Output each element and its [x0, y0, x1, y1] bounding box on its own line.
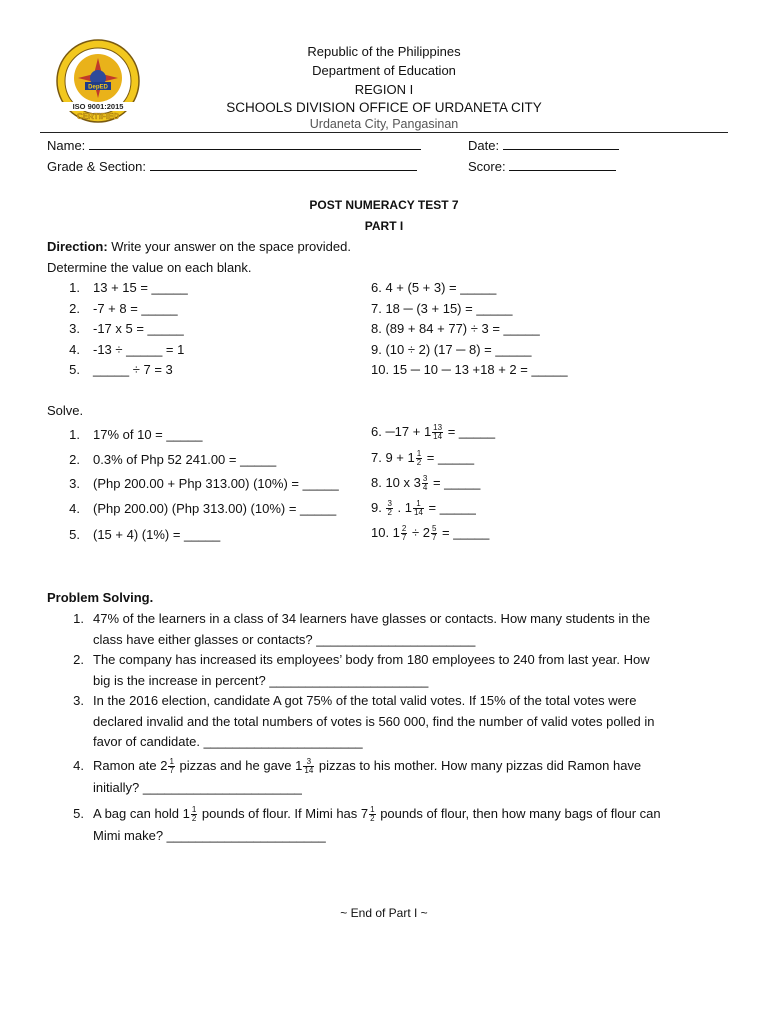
item-number: 5.: [73, 806, 84, 821]
solve-item-10: [371, 525, 489, 542]
problem-5-line-2: Mimi make? ______________________: [93, 828, 326, 843]
solve-item-7-a: 7. 9 + 1: [371, 450, 415, 465]
direction-label: Direction:: [47, 239, 108, 254]
part-a-item-10: 10. 15 ─ 10 ─ 13 +18 + 2 = _____: [371, 362, 568, 377]
name-field[interactable]: [47, 137, 421, 153]
solve-label: Solve.: [47, 403, 84, 418]
fraction: [191, 806, 197, 823]
problem-1-line-2: class have either glasses or contacts? ______________________: [93, 631, 476, 647]
denominator: 7: [169, 766, 174, 776]
denominator: 7: [401, 533, 407, 543]
end-of-part-footer: ~ End of Part I ~: [340, 906, 428, 920]
denominator: 14: [414, 508, 423, 518]
grade-section-field[interactable]: [47, 158, 417, 174]
item-number: 4.: [69, 501, 80, 516]
denominator: 4: [422, 483, 428, 493]
denominator: 2: [416, 458, 422, 468]
fraction: [386, 500, 392, 517]
fraction: [401, 525, 407, 542]
item-number: 2.: [73, 652, 84, 667]
solve-item-3: (Php 200.00 + Php 313.00) (10%) = _____: [93, 476, 339, 491]
item-number: 1.: [69, 280, 80, 295]
problem-4: [93, 754, 733, 798]
solve-item-9: [371, 500, 476, 517]
name-label: Name:: [47, 138, 86, 153]
problem-4-text-b: pizzas and he gave 1: [175, 758, 303, 773]
numerator: 1: [416, 449, 422, 459]
numerator: 3: [387, 499, 392, 509]
solve-item-6: [371, 424, 495, 441]
grade-section-label: Grade & Section:: [47, 159, 146, 174]
fraction: [431, 525, 437, 542]
solve-item-8-a: 8. 10 x 3: [371, 475, 421, 490]
problem-2: [93, 650, 733, 691]
item-number: 3.: [69, 321, 80, 336]
problem-5-text-a: A bag can hold 1: [93, 806, 190, 821]
problem-5-line-1: [93, 802, 733, 826]
problem-2-line-2: big is the increase in percent? ______________________: [93, 672, 429, 688]
item-number: 1.: [73, 611, 84, 626]
solve-item-6-b: = _____: [444, 424, 496, 439]
problem-2-line-1: The company has increased its employees’ body from 180 employees to 240 from last year. How: [93, 652, 650, 667]
problem-5-text-b: pounds of flour. If Mimi has 7: [198, 806, 369, 821]
date-field[interactable]: [468, 137, 619, 153]
solve-item-9-m: . 1: [393, 500, 412, 515]
problem-3-line-1: In the 2016 election, candidate A got 75% of the total valid votes. If 15% of the total votes were: [93, 693, 637, 708]
solve-item-5: (15 + 4) (1%) = _____: [93, 527, 221, 542]
denominator: 2: [387, 508, 392, 518]
solve-item-10-a: 10. 1: [371, 525, 400, 540]
solve-item-10-b: = _____: [438, 525, 490, 540]
solve-item-7: [371, 450, 474, 467]
solve-item-6-a: 6. ─17 + 1: [371, 424, 432, 439]
denominator: 14: [304, 766, 314, 776]
name-blank[interactable]: [89, 137, 421, 150]
item-number: 5.: [69, 362, 80, 377]
item-number: 3.: [69, 476, 80, 491]
part-a-item-5: _____ ÷ 7 = 3: [93, 362, 173, 377]
problem-5: [93, 802, 733, 846]
part-a-item-8: 8. (89 + 84 + 77) ÷ 3 = _____: [371, 321, 540, 336]
part-a-item-7: 7. 18 ─ (3 + 15) = _____: [371, 301, 513, 316]
score-label: Score:: [468, 159, 506, 174]
numerator: 3: [303, 758, 314, 767]
direction: [47, 239, 351, 254]
part-a-item-4: -13 ÷ _____ = 1: [93, 342, 185, 357]
header-republic: Republic of the Philippines: [307, 44, 461, 59]
direction-text: Write your answer on the space provided.: [107, 239, 351, 254]
date-label: Date:: [468, 138, 500, 153]
fraction: [168, 758, 174, 775]
solve-item-2: 0.3% of Php 52 241.00 = _____: [93, 452, 277, 467]
item-number: 4.: [73, 758, 84, 773]
header-city: Urdaneta City, Pangasinan: [309, 117, 459, 131]
numerator: 1: [169, 757, 174, 767]
header-department: Department of Education: [312, 63, 456, 78]
item-number: 3.: [73, 693, 84, 708]
solve-item-9-a: 9.: [371, 500, 386, 515]
item-number: 5.: [69, 527, 80, 542]
fraction: [303, 758, 314, 775]
problem-solving-label: Problem Solving.: [47, 590, 154, 605]
problem-3: [93, 691, 733, 753]
item-number: 1.: [69, 427, 80, 442]
part-a-item-1: 13 + 15 = _____: [93, 280, 188, 295]
numerator: 1: [370, 805, 375, 815]
fraction: [413, 500, 424, 517]
denominator: 7: [431, 533, 437, 543]
fraction: [416, 450, 422, 467]
fraction: [369, 806, 375, 823]
test-part: PART I: [364, 219, 404, 233]
test-title: POST NUMERACY TEST 7: [309, 198, 459, 212]
item-number: 2.: [69, 301, 80, 316]
problem-3-line-3: favor of candidate. ______________________: [93, 734, 363, 749]
part-a-item-2: -7 + 8 = _____: [93, 301, 178, 316]
solve-item-7-b: = _____: [423, 450, 475, 465]
solve-item-8: [371, 475, 480, 492]
denominator: 2: [191, 814, 197, 824]
part-a-item-9: 9. (10 ÷ 2) (17 ─ 8) = _____: [371, 342, 532, 357]
fraction: [422, 475, 428, 492]
part-a-item-6: 6. 4 + (5 + 3) = _____: [371, 280, 497, 295]
numerator: 1: [413, 500, 424, 509]
problem-4-line-1: [93, 754, 733, 778]
problem-3-line-2: declared invalid and the total numbers of votes is 560 000, find the number of valid votes polled in: [93, 713, 655, 729]
problem-4-text-a: Ramon ate 2: [93, 758, 168, 773]
header-division: SCHOOLS DIVISION OFFICE OF URDANETA CITY: [226, 100, 542, 115]
problem-4-line-2: initially? ______________________: [93, 780, 302, 795]
solve-item-8-b: = _____: [429, 475, 481, 490]
denominator: 2: [370, 814, 375, 824]
score-blank[interactable]: [509, 158, 616, 171]
solve-item-9-b: = _____: [424, 500, 476, 515]
determine-instruction: Determine the value on each blank.: [47, 260, 252, 275]
seal-iso-text: ISO 9001:2015: [72, 102, 124, 111]
header-region: REGION I: [354, 82, 414, 97]
solve-item-1: 17% of 10 = _____: [93, 427, 203, 442]
numerator: 1: [191, 805, 197, 815]
solve-item-4: (Php 200.00) (Php 313.00) (10%) = _____: [93, 501, 337, 516]
problem-1-line-1: 47% of the learners in a class of 34 learners have glasses or contacts. How many students in the: [93, 611, 651, 626]
grade-section-blank[interactable]: [150, 158, 417, 171]
item-number: 4.: [69, 342, 80, 357]
numerator: 2: [401, 524, 407, 534]
numerator: 13: [433, 423, 443, 433]
date-blank[interactable]: [503, 137, 619, 150]
part-a-item-3: -17 x 5 = _____: [93, 321, 184, 336]
seal-deped-text: DepED: [88, 84, 108, 91]
problem-4-text-c: pizzas to his mother. How many pizzas did Ramon have: [315, 758, 642, 773]
fraction: [432, 424, 443, 441]
solve-item-10-m: ÷ 2: [408, 525, 430, 540]
numerator: 5: [431, 524, 437, 534]
header-divider: [40, 132, 728, 133]
item-number: 2.: [69, 452, 80, 467]
denominator: 14: [433, 432, 443, 442]
seal-certified-text: CERTIFIED: [76, 112, 120, 121]
problem-1: [93, 609, 733, 650]
score-field[interactable]: [468, 158, 616, 174]
numerator: 3: [422, 474, 428, 484]
problem-5-text-c: pounds of flour, then how many bags of flour can: [376, 806, 661, 821]
